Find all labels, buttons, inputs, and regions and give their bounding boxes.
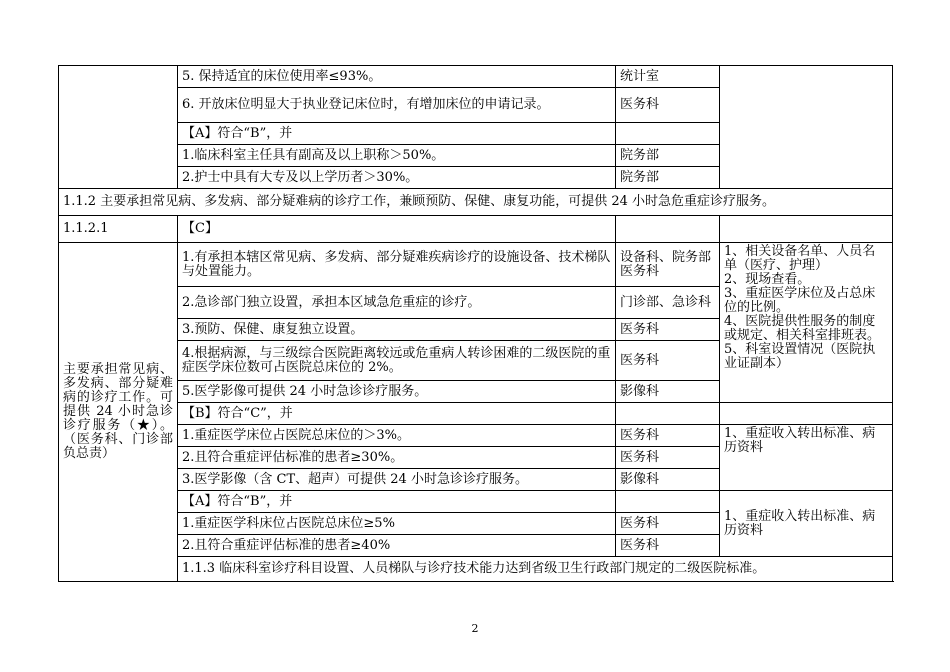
level-c-header: 【C】 xyxy=(178,216,616,243)
department-cell: 统计室 xyxy=(616,66,720,88)
section-1-1-2-heading: 1.1.2 主要承担常见病、多发病、部分疑难病的诊疗工作，兼顾预防、保健、康复功能，可提供 24 小时急危重症诊疗服务。 xyxy=(59,189,893,216)
item-code: 1.1.2.1 xyxy=(59,216,178,243)
requirement-cell: 2.护士中具有大专及以上学历者＞30%。 xyxy=(178,167,616,189)
left-blank-cell xyxy=(59,66,178,189)
requirement-cell: 1.有承担本辖区常见病、多发病、部分疑难疾病诊疗的设施设备、技术梯队与处置能力。 xyxy=(178,243,616,287)
level-b-evidence: 1、重症收入转出标准、病历资料 xyxy=(720,425,893,491)
level-c-evidence: 1、相关设备名单、人员名单（医疗、护理） 2、现场查看。 3、重症医学床位及占总床位的比例。 4、医院提供性服务的制度或规定、相关科室排班表。 5、科室设置情况（医院执业证副本） xyxy=(720,243,893,403)
department-cell: 医务科 xyxy=(616,319,720,341)
department-cell xyxy=(616,403,720,425)
level-a-evidence: 1、重症收入转出标准、病历资料 xyxy=(720,491,893,557)
requirement-cell: 5.医学影像可提供 24 小时急诊诊疗服务。 xyxy=(178,381,616,403)
department-cell xyxy=(616,123,720,145)
requirement-cell: 2.且符合重症评估标准的患者≥40% xyxy=(178,535,616,557)
requirement-cell: 2.且符合重症评估标准的患者≥30%。 xyxy=(178,447,616,469)
standards-page xyxy=(58,65,892,582)
evidence-cell xyxy=(720,403,893,425)
evidence-blank-cell xyxy=(720,66,893,189)
item-description: 主要承担常见病、多发病、部分疑难病的诊疗工作。可提供 24 小时急诊诊疗服务（★）。（医务科、门诊部负总责） xyxy=(59,243,178,582)
level-a-header: 【A】符合“B”，并 xyxy=(178,123,616,145)
page-number: 2 xyxy=(471,622,479,635)
level-a-header: 【A】符合“B”，并 xyxy=(178,491,616,513)
requirement-cell: 5. 保持适宜的床位使用率≤93%。 xyxy=(178,66,616,88)
requirement-cell: 1.重症医学床位占医院总床位的＞3%。 xyxy=(178,425,616,447)
department-cell: 医务科 xyxy=(616,535,720,557)
department-cell: 院务部 xyxy=(616,167,720,189)
department-cell: 医务科 xyxy=(616,513,720,535)
department-cell: 医务科 xyxy=(616,88,720,123)
section-1-1-3-heading: 1.1.3 临床科室诊疗科目设置、人员梯队与诊疗技术能力达到省级卫生行政部门规定的二级医院标准。 xyxy=(178,557,893,582)
requirement-cell: 3.医学影像（含 CT、超声）可提供 24 小时急诊诊疗服务。 xyxy=(178,469,616,491)
standards-table xyxy=(58,65,893,582)
department-cell: 医务科 xyxy=(616,447,720,469)
requirement-cell: 3.预防、保健、康复独立设置。 xyxy=(178,319,616,341)
requirement-cell: 6. 开放床位明显大于执业登记床位时，有增加床位的申请记录。 xyxy=(178,88,616,123)
department-cell: 门诊部、急诊科 xyxy=(616,287,720,319)
department-cell: 设备科、院务部 医务科 xyxy=(616,243,720,287)
requirement-cell: 1.临床科室主任具有副高及以上职称＞50%。 xyxy=(178,145,616,167)
department-cell: 医务科 xyxy=(616,341,720,381)
department-cell: 影像科 xyxy=(616,469,720,491)
level-b-header: 【B】符合“C”，并 xyxy=(178,403,616,425)
department-cell: 影像科 xyxy=(616,381,720,403)
department-cell: 院务部 xyxy=(616,145,720,167)
requirement-cell: 4.根据病源，与三级综合医院距离较远或危重病人转诊困难的二级医院的重症医学床位数可占医院总床位的 2%。 xyxy=(178,341,616,381)
department-cell: 医务科 xyxy=(616,425,720,447)
requirement-cell: 2.急诊部门独立设置，承担本区域急危重症的诊疗。 xyxy=(178,287,616,319)
department-cell xyxy=(616,491,720,513)
requirement-cell: 1.重症医学科床位占医院总床位≥5% xyxy=(178,513,616,535)
department-cell xyxy=(616,216,720,243)
evidence-cell xyxy=(720,216,893,243)
